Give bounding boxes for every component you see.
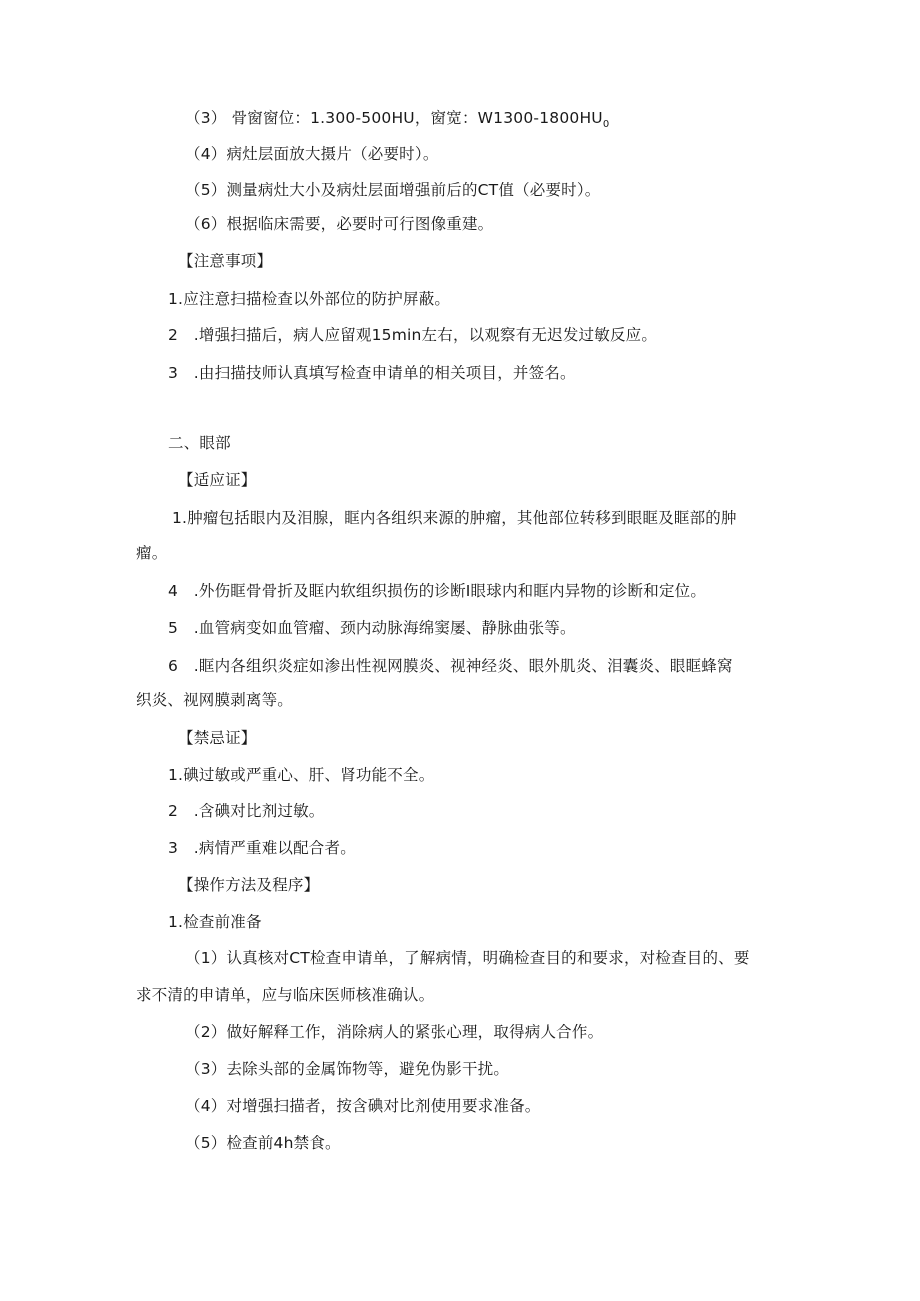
paragraph-indication-6: 6 .眶内各组织炎症如渗出性视网膜炎、视神经炎、眼外肌炎、泪囊炎、眼眶蜂窝 bbox=[168, 657, 733, 675]
paragraph-precaution-2: 2 .增强扫描后，病人应留观15min左右，以观察有无迟发过敏反应。 bbox=[168, 326, 658, 344]
paragraph-bone-window bbox=[185, 108, 609, 135]
paragraph-magnify: （4）病灶层面放大摄片（必要时）。 bbox=[185, 145, 439, 163]
paragraph-explain: （2）做好解释工作，消除病人的紧张心理，取得病人合作。 bbox=[185, 1023, 604, 1041]
paragraph-contrast-prep: （4）对增强扫描者，按含碘对比剂使用要求准备。 bbox=[185, 1097, 541, 1115]
paragraph-indication-5: 5 .血管病变如血管瘤、颈内动脉海绵窦屡、静脉曲张等。 bbox=[168, 619, 576, 637]
paragraph-indication-1-cont: 瘤。 bbox=[136, 544, 168, 562]
paragraph-fasting: （5）检查前4h禁食。 bbox=[185, 1134, 341, 1152]
paragraph-contraindication-1: 1.碘过敏或严重心、肝、肾功能不全。 bbox=[168, 766, 435, 784]
paragraph-indication-6-cont: 织炎、视网膜剥离等。 bbox=[136, 691, 294, 709]
paragraph-reconstruct: （6）根据临床需要，必要时可行图像重建。 bbox=[185, 215, 494, 233]
paragraph-check-request-cont: 求不清的申请单，应与临床医师核准确认。 bbox=[136, 986, 435, 1004]
paragraph-bone-window-text: （3） 骨窗窗位：1.300-500HU，窗宽：W1300-1800HU bbox=[185, 109, 603, 127]
paragraph-contraindication-2: 2 .含碘对比剂过敏。 bbox=[168, 802, 325, 820]
paragraph-indication-1: 1.肿瘤包括眼内及泪腺，眶内各组织来源的肿瘤，其他部位转移到眼眶及眶部的肿 bbox=[172, 509, 737, 527]
paragraph-contraindication-3: 3 .病情严重难以配合者。 bbox=[168, 839, 356, 857]
paragraph-pre-exam: 1.检查前准备 bbox=[168, 913, 262, 931]
paragraph-precaution-3: 3 .由扫描技师认真填写检查申请单的相关项目，并签名。 bbox=[168, 364, 576, 382]
section-title-eye: 二、眼部 bbox=[168, 434, 231, 452]
heading-procedure: 【操作方法及程序】 bbox=[178, 876, 320, 894]
paragraph-remove-metal: （3）去除头部的金属饰物等，避免伪影干扰。 bbox=[185, 1060, 510, 1078]
paragraph-indication-4: 4 .外伤眶骨骨折及眶内软组织损伤的诊断I眼球内和眶内异物的诊断和定位。 bbox=[168, 582, 707, 600]
paragraph-measure: （5）测量病灶大小及病灶层面增强前后的CT值（必要时）。 bbox=[185, 181, 601, 199]
heading-contraindications: 【禁忌证】 bbox=[178, 729, 257, 747]
heading-precautions: 【注意事项】 bbox=[178, 252, 273, 270]
paragraph-check-request: （1）认真核对CT检查申请单，了解病情，明确检查目的和要求，对检查目的、要 bbox=[185, 949, 750, 967]
paragraph-precaution-1: 1.应注意扫描检查以外部位的防护屏蔽。 bbox=[168, 290, 451, 308]
heading-indications: 【适应证】 bbox=[178, 471, 257, 489]
subscript-zero: 0 bbox=[602, 119, 610, 131]
